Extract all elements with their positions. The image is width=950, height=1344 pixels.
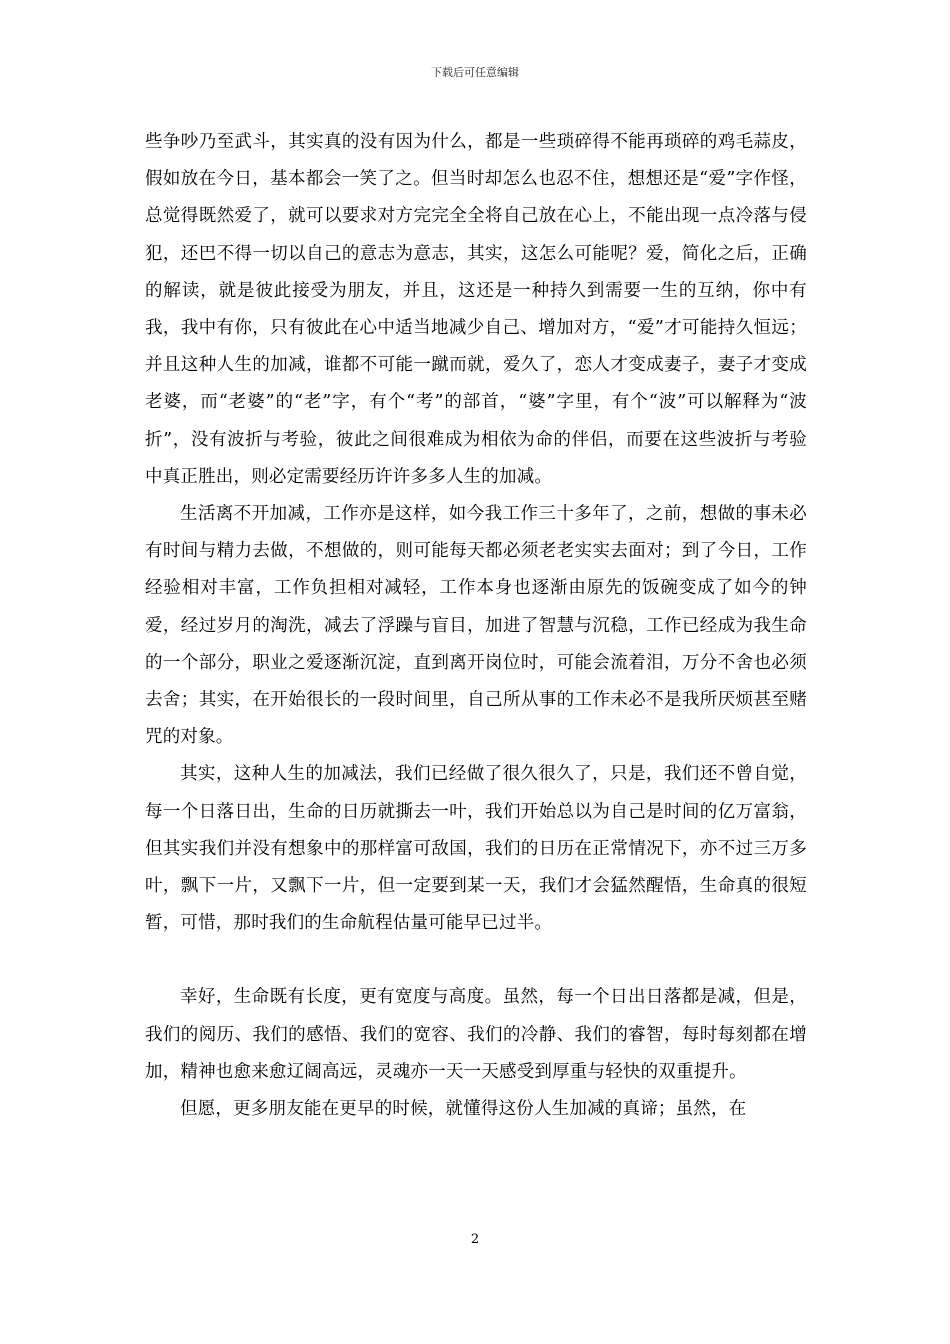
paragraph-3: 其实，这种人生的加减法，我们已经做了很久很久了，只是，我们还不曾自觉，每一个日落日出，生命的日历就撕去一叶，我们开始总以为自己是时间的亿万富翁，但其实我们并没有想象中的那样富可敌国，我们的日历在正常情况下，亦不过三万多叶，飘下一片，又飘下一片，但一定要到某一天，我们才会猛然醒悟，生命真的很短暂，可惜，那时我们的生命航程估量可能早已过半。 bbox=[145, 764, 807, 934]
paragraph-4: 幸好，生命既有长度，更有宽度与高度。虽然，每一个日出日落都是减，但是，我们的阅历、我们的感悟、我们的宽容、我们的冷静、我们的睿智，每时每刻都在增加，精神也愈来愈辽阔高远，灵魂亦一天一天感受到厚重与轻快的双重提升。 bbox=[145, 987, 807, 1082]
page-number: 2 bbox=[470, 1232, 480, 1247]
document-body bbox=[145, 124, 807, 1128]
page-header: 下载后可任意编辑 bbox=[431, 66, 519, 79]
paragraph-5: 但愿，更多朋友能在更早的时候，就懂得这份人生加减的真谛；虽然，在 bbox=[180, 1099, 747, 1120]
paragraph-1: 些争吵乃至武斗，其实真的没有因为什么，都是一些琐碎得不能再琐碎的鸡毛蒜皮，假如放在今日，基本都会一笑了之。但当时却怎么也忍不住，想想还是“爱”字作怪，总觉得既然爱了，就可以要求对方完完全全将自己放在心上，不能出现一点冷落与侵犯，还巴不得一切以自己的意志为意志，其实，这怎么可能呢？爱，简化之后，正确的解读，就是彼此接受为朋友，并且，这还是一种持久到需要一生的互纳，你中有我，我中有你，只有彼此在心中适当地减少自己、增加对方，“爱”才可能持久恒远；并且这种人生的加减，谁都不可能一蹴而就，爱久了，恋人才变成妻子，妻子才变成老婆，而“老婆”的“老”字，有个“考”的部首，“婆”字里，有个“波”可以解释为“波折”，没有波折与考验，彼此之间很难成为相依为命的伴侣，而要在这些波折与考验中真正胜出，则必定需要经历许许多多人生的加减。 bbox=[145, 132, 807, 487]
paragraph-2: 生活离不开加减，工作亦是这样，如今我工作三十多年了，之前，想做的事未必有时间与精力去做，不想做的，则可能每天都必须老老实实去面对；到了今日，工作经验相对丰富，工作负担相对减轻，工作本身也逐渐由原先的饭碗变成了如今的钟爱，经过岁月的淘洗，减去了浮躁与盲目，加进了智慧与沉稳，工作已经成为我生命的一个部分，职业之爱逐渐沉淀，直到离开岗位时，可能会流着泪，万分不舍也必须去舍；其实，在开始很长的一段时间里，自己所从事的工作未必不是我所厌烦甚至赌咒的对象。 bbox=[145, 504, 807, 748]
